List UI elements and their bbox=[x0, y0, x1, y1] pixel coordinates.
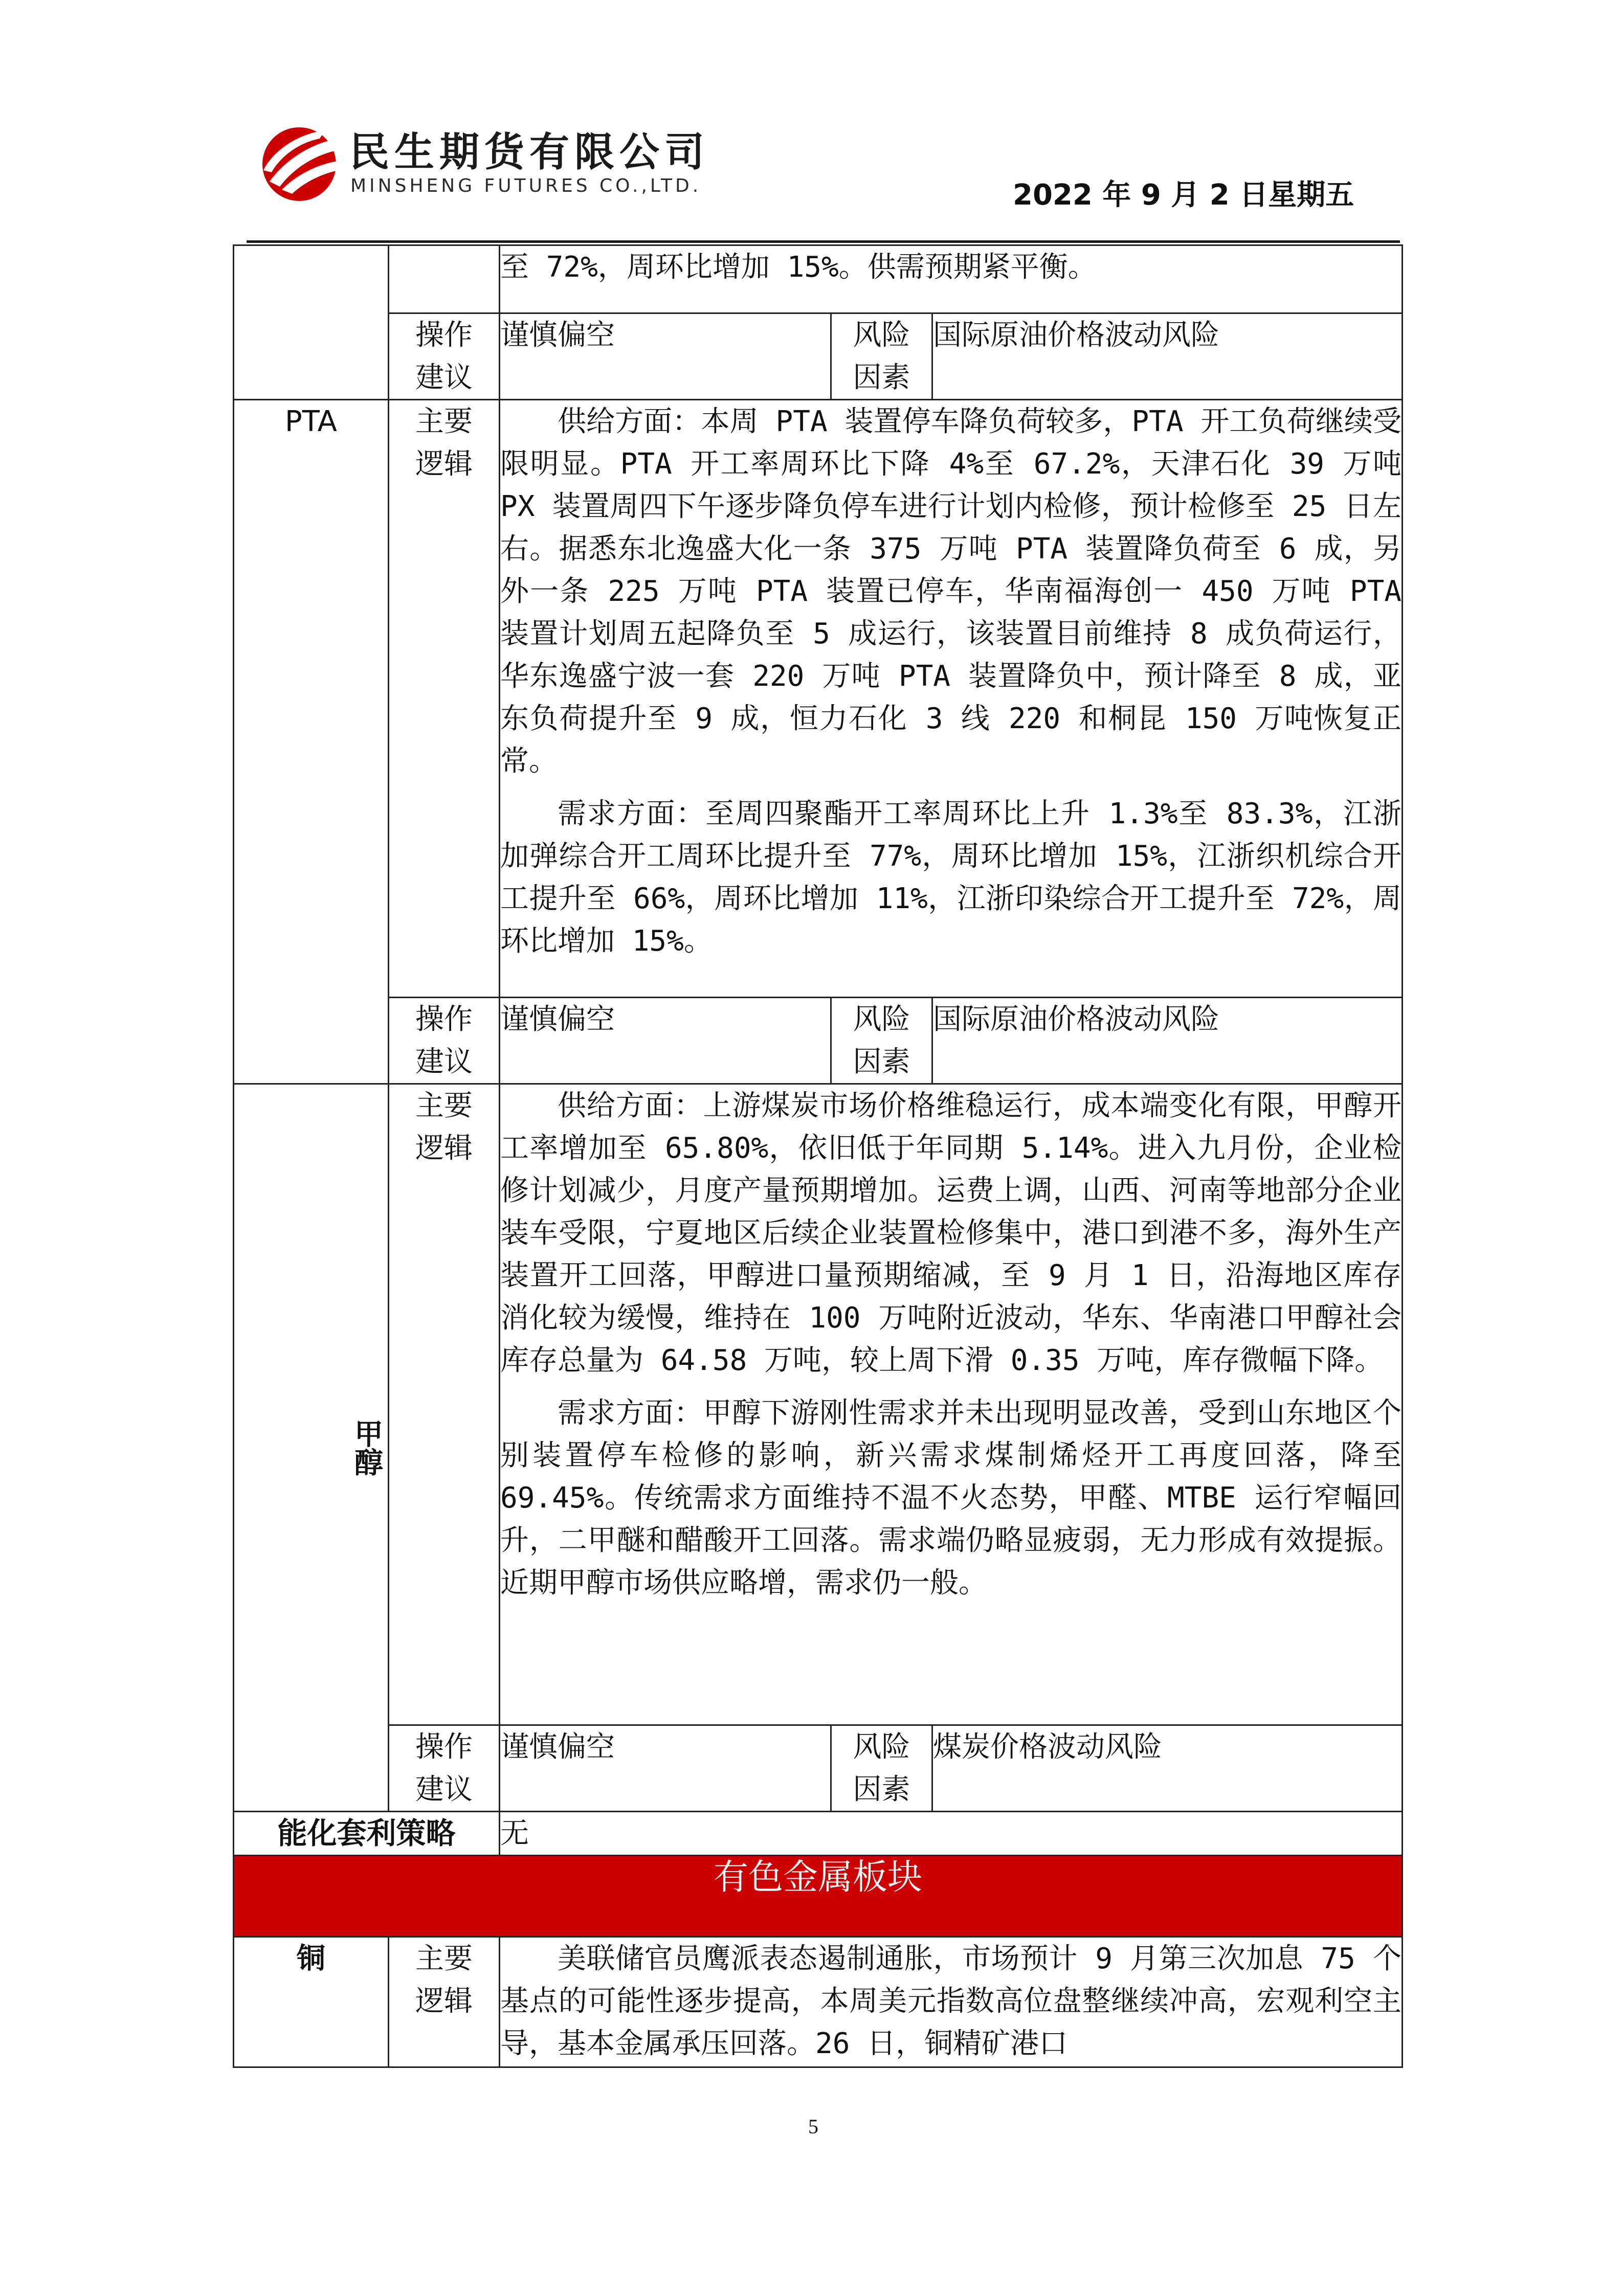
report-date: 2022 年 9 月 2 日星期五 bbox=[1013, 178, 1354, 212]
op-value: 谨慎偏空 bbox=[500, 313, 831, 400]
table-row bbox=[234, 1725, 1403, 1812]
table-row bbox=[234, 1812, 1403, 1856]
category-copper: 铜 bbox=[234, 1937, 389, 2067]
risk-value: 煤炭价格波动风险 bbox=[932, 1725, 1403, 1812]
table-row bbox=[234, 245, 1403, 313]
demand-text: 需求方面：至周四聚酯开工率周环比上升 1.3%至 83.3%，江浙加弹综合开工周环比提升至 77%，周环比增加 15%，江浙织机综合开工提升至 66%，周环比增加 11%，江浙印染综合开工提升至 72%，周环比增加 15%。 bbox=[500, 797, 1402, 958]
arbitrage-label: 能化套利策略 bbox=[234, 1812, 500, 1856]
table-row bbox=[234, 1084, 1403, 1725]
risk-label: 风险 因素 bbox=[831, 1725, 932, 1812]
category-pta: PTA bbox=[234, 400, 389, 1084]
logic-label: 主要 逻辑 bbox=[389, 1937, 500, 2067]
demand-text: 需求方面：甲醇下游刚性需求并未出现明显改善，受到山东地区个别装置停车检修的影响，新兴需求煤制烯烃开工再度回落，降至 69.45%。传统需求方面维持不温不火态势，甲醛、MTBE 运行窄幅回升，二甲醚和醋酸开工回落。需求端仍略显疲弱，无力形成有效提振。近期甲醇市场供应略增，需求仍一般。 bbox=[500, 1397, 1402, 1600]
table-row bbox=[234, 313, 1403, 400]
logic-cell bbox=[500, 245, 1403, 313]
risk-value: 国际原油价格波动风险 bbox=[932, 313, 1403, 400]
header-divider bbox=[247, 240, 1400, 243]
logic-cell bbox=[500, 1084, 1403, 1725]
supply-text: 供给方面：本周 PTA 装置停车降负荷较多，PTA 开工负荷继续受限明显。PTA 开工率周环比下降 4%至 67.2%，天津石化 39 万吨 PX 装置周四下午逐步降负停车进行计划内检修，预计检修至 25 日左右。据悉东北逸盛大化一条 375 万吨 PTA 装置降负荷至 6 成，另外一条 225 万吨 PTA 装置已停车，华南福海创一 450 万吨 PTA 装置计划周五起降负至 5 成运行，该装置目前维持 8 成负荷运行，华东逸盛宁波一套 220 万吨 PTA 装置降负中，预计降至 8 成，亚东负荷提升至 9 成，恒力石化 3 线 220 和桐昆 150 万吨恢复正常。 bbox=[500, 405, 1402, 778]
label-cell-empty bbox=[389, 245, 500, 313]
table-row bbox=[234, 1856, 1403, 1937]
risk-value: 国际原油价格波动风险 bbox=[932, 998, 1403, 1084]
table-row bbox=[234, 998, 1403, 1084]
page-number: 5 bbox=[808, 2115, 818, 2138]
company-logo bbox=[258, 115, 749, 207]
logic-text: 至 72%，周环比增加 15%。供需预期紧平衡。 bbox=[500, 251, 1097, 284]
supply-text: 供给方面：上游煤炭市场价格维稳运行，成本端变化有限，甲醇开工率增加至 65.80%，依旧低于年同期 5.14%。进入九月份，企业检修计划减少，月度产量预期增加。运费上调，山西、河南等地部分企业装车受限，宁夏地区后续企业装置检修集中，港口到港不多，海外生产装置开工回落，甲醇进口量预期缩减，至 9 月 1 日，沿海地区库存消化较为缓慢，维持在 100 万吨附近波动，华东、华南港口甲醇社会库存总量为 64.58 万吨，较上周下滑 0.35 万吨，库存微幅下降。 bbox=[500, 1089, 1402, 1377]
op-label: 操作 建议 bbox=[389, 998, 500, 1084]
risk-label: 风险 因素 bbox=[831, 313, 932, 400]
arbitrage-value: 无 bbox=[500, 1812, 1403, 1856]
logic-cell bbox=[500, 400, 1403, 998]
op-label: 操作 建议 bbox=[389, 313, 500, 400]
risk-label: 风险 因素 bbox=[831, 998, 932, 1084]
op-value: 谨慎偏空 bbox=[500, 1725, 831, 1812]
table-row bbox=[234, 1937, 1403, 2067]
logic-cell bbox=[500, 1937, 1403, 2067]
logic-label: 主要 逻辑 bbox=[389, 400, 500, 998]
category-cell-empty bbox=[234, 245, 389, 400]
copper-text: 美联储官员鹰派表态遏制通胀，市场预计 9 月第三次加息 75 个基点的可能性逐步提高，本周美元指数高位盘整继续冲高，宏观利空主导，基本金属承压回落。26 日，铜精矿港口 bbox=[500, 1942, 1402, 2060]
report-table bbox=[233, 244, 1403, 2068]
op-label: 操作 建议 bbox=[389, 1725, 500, 1812]
company-name-en: MINSHENG FUTURES CO.,LTD. bbox=[350, 175, 702, 196]
company-name-cn: 民生期货有限公司 bbox=[349, 129, 710, 175]
table-row bbox=[234, 400, 1403, 998]
metals-section-banner: 有色金属板块 bbox=[234, 1856, 1403, 1937]
logic-label: 主要 逻辑 bbox=[389, 1084, 500, 1725]
minsheng-logo-icon bbox=[258, 119, 348, 204]
op-value: 谨慎偏空 bbox=[500, 998, 831, 1084]
category-methanol: 甲醇 bbox=[234, 1084, 389, 1812]
